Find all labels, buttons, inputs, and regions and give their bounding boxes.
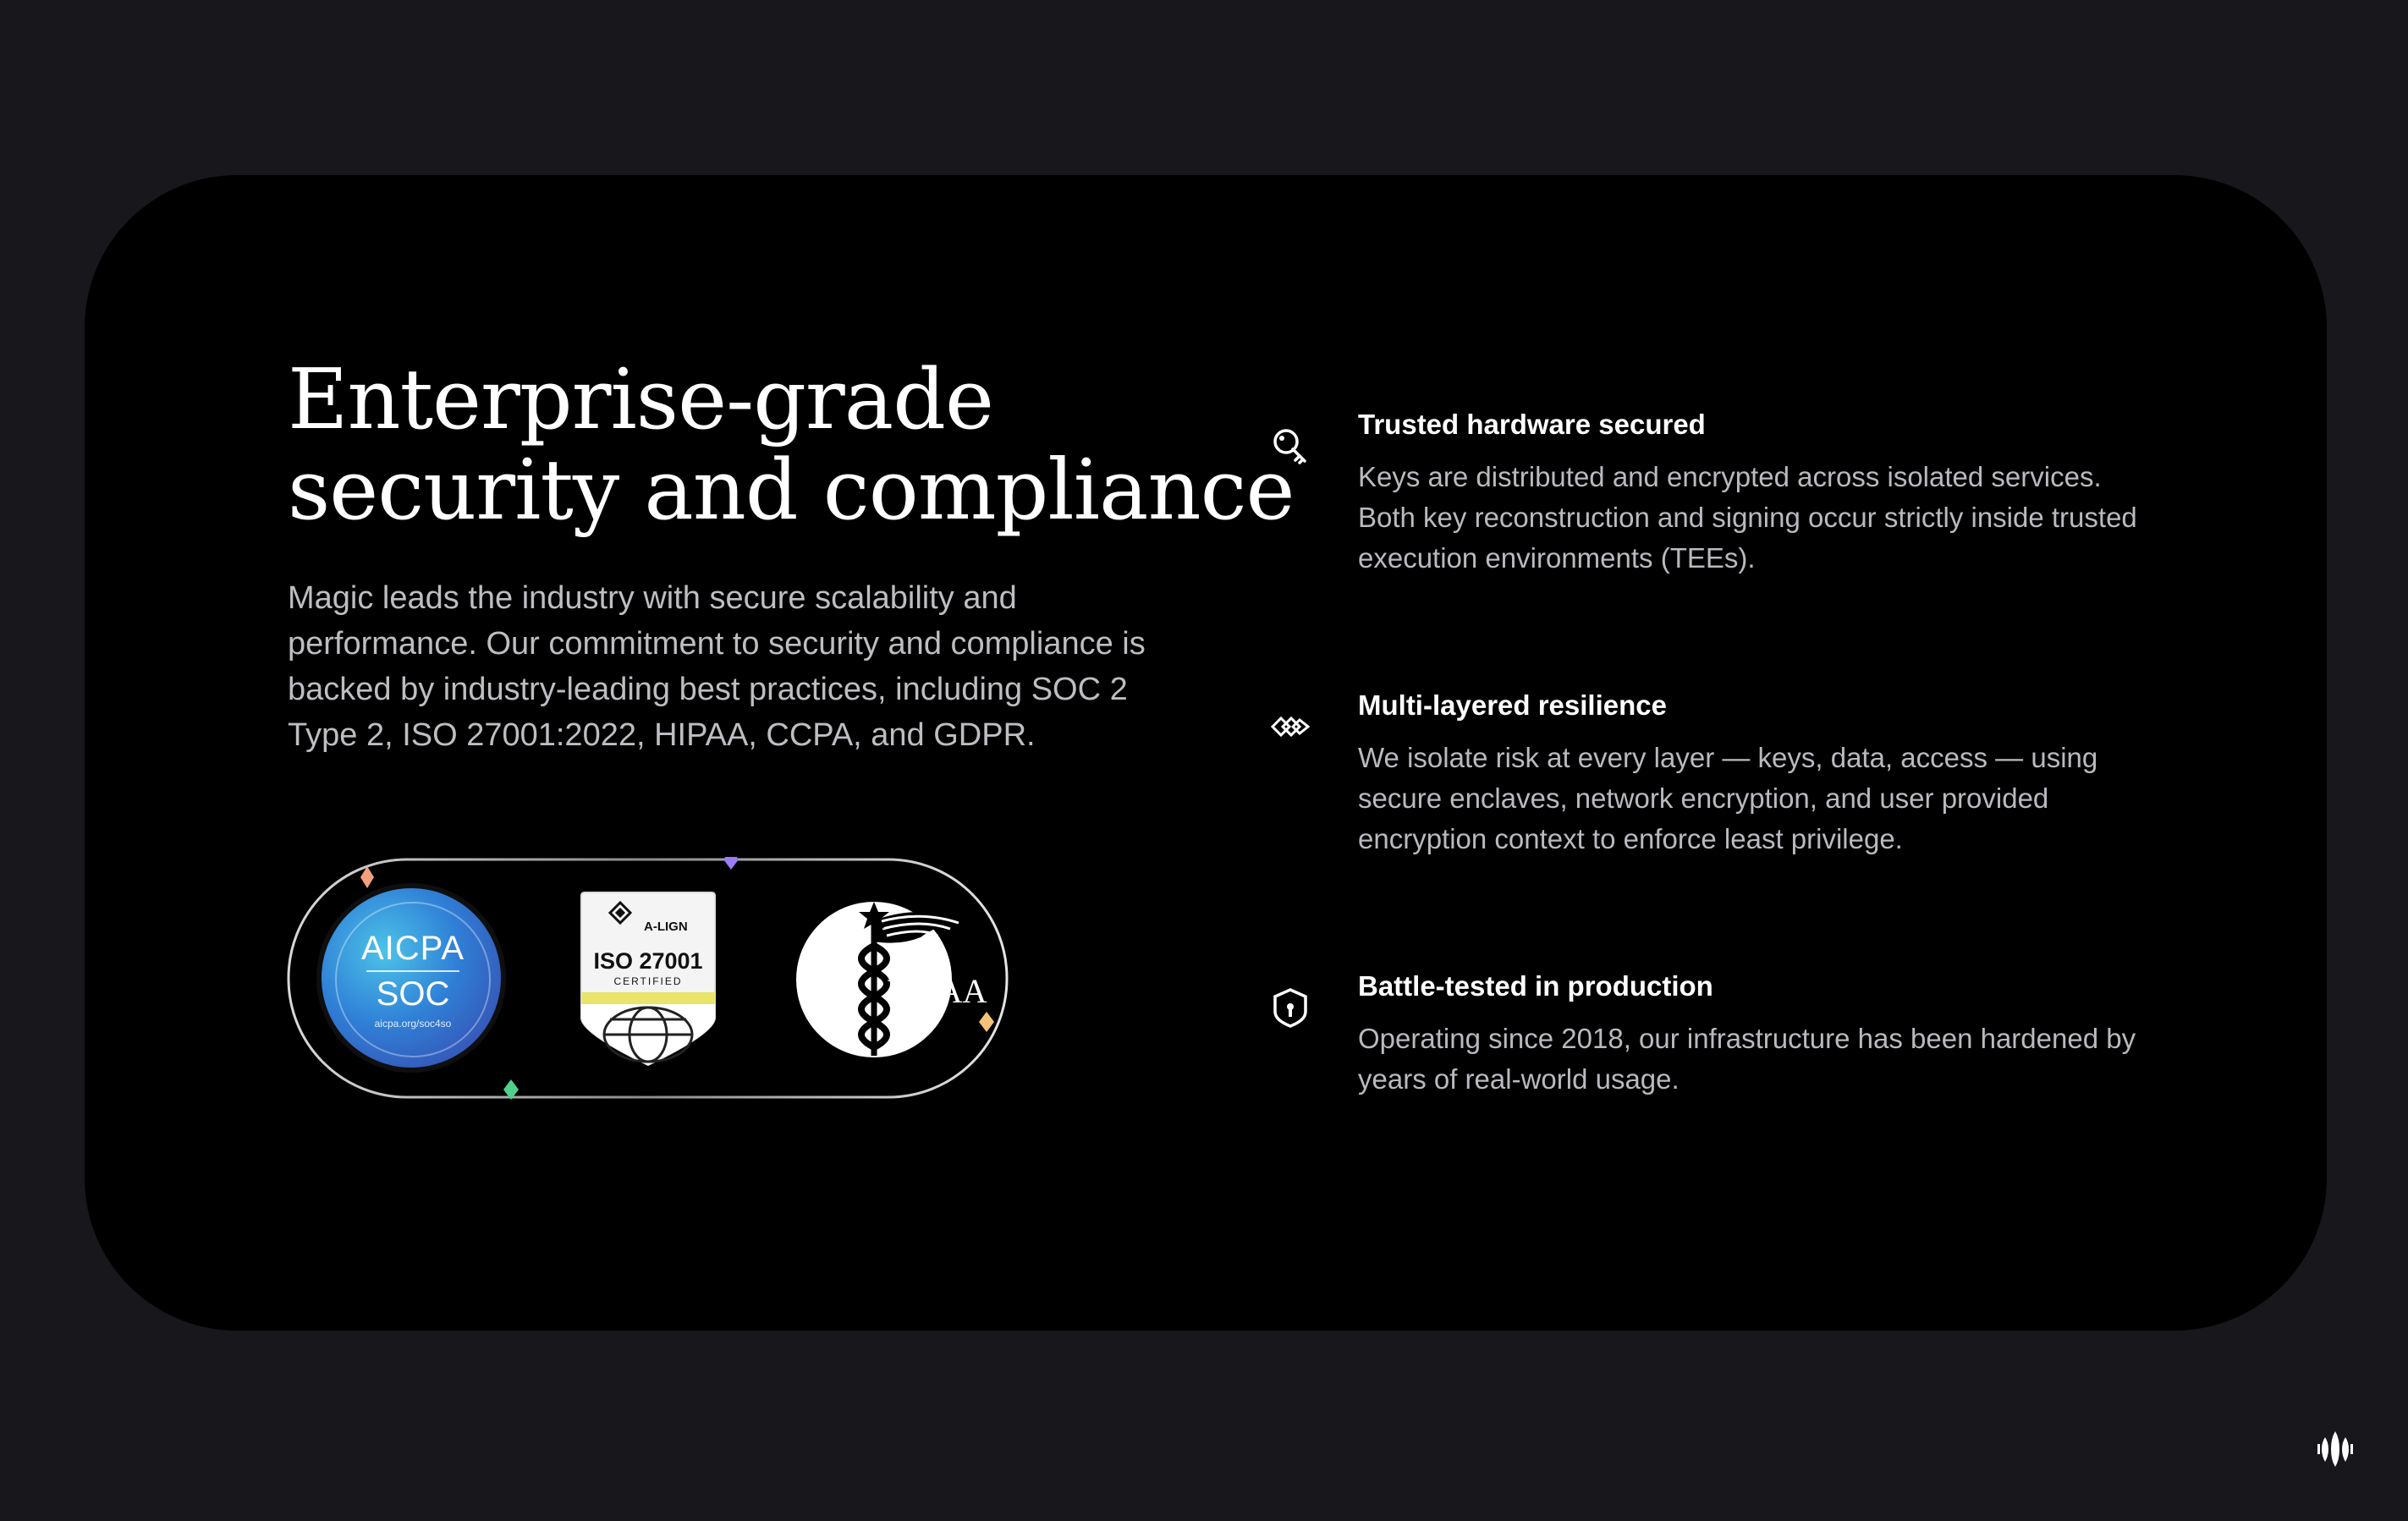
hipaa-label: HIPAA <box>887 972 987 1010</box>
aicpa-soc-badge <box>322 888 501 1068</box>
hipaa-badge <box>794 895 988 1064</box>
feature-title: Multi-layered resilience <box>1358 689 1667 721</box>
page-title <box>288 352 1295 539</box>
headline-line-1: Enterprise-grade <box>288 352 993 448</box>
soc-label: SOC <box>376 975 450 1013</box>
iso-27001-badge <box>578 891 718 1067</box>
key-icon <box>1269 425 1311 467</box>
purple-sparkle <box>723 857 739 870</box>
layers-diamond-icon <box>1269 706 1311 748</box>
iso-standard: ISO 27001 <box>593 948 703 974</box>
shield-lock-icon <box>1269 986 1311 1029</box>
aicpa-label: AICPA <box>360 930 465 967</box>
feature-title: Battle-tested in production <box>1358 970 1713 1002</box>
feature-title: Trusted hardware secured <box>1358 409 1706 440</box>
headline-line-2: security and compliance <box>288 442 1295 539</box>
feature-body: Keys are distributed and encrypted across isolated services. Both key reconstruction and signing occur strictly inside trusted execution environments (TEEs). <box>1358 461 2137 574</box>
feature-body: Operating since 2018, our infrastructure has been hardened by years of real-world usage. <box>1358 1023 2136 1095</box>
compliance-badges <box>286 857 1009 1100</box>
iso-brand: A-LIGN <box>644 920 688 934</box>
feature-body: We isolate risk at every layer — keys, data, access — using secure enclaves, network encryption, and user provided encryption context to enforce least privilege. <box>1358 742 2098 854</box>
orange-sparkle <box>360 866 374 888</box>
intro-paragraph: Magic leads the industry with secure scalability and performance. Our commitment to security and compliance is backed by industry-leading best practices, including SOC 2 Type 2, ISO 27001:2022, HIPAA, CCPA, and GDPR. <box>288 580 1146 753</box>
aicpa-url: aicpa.org/soc4so <box>374 1018 452 1030</box>
magic-logo-icon[interactable] <box>2317 1430 2354 1469</box>
iso-certified: CERTIFIED <box>613 975 683 987</box>
